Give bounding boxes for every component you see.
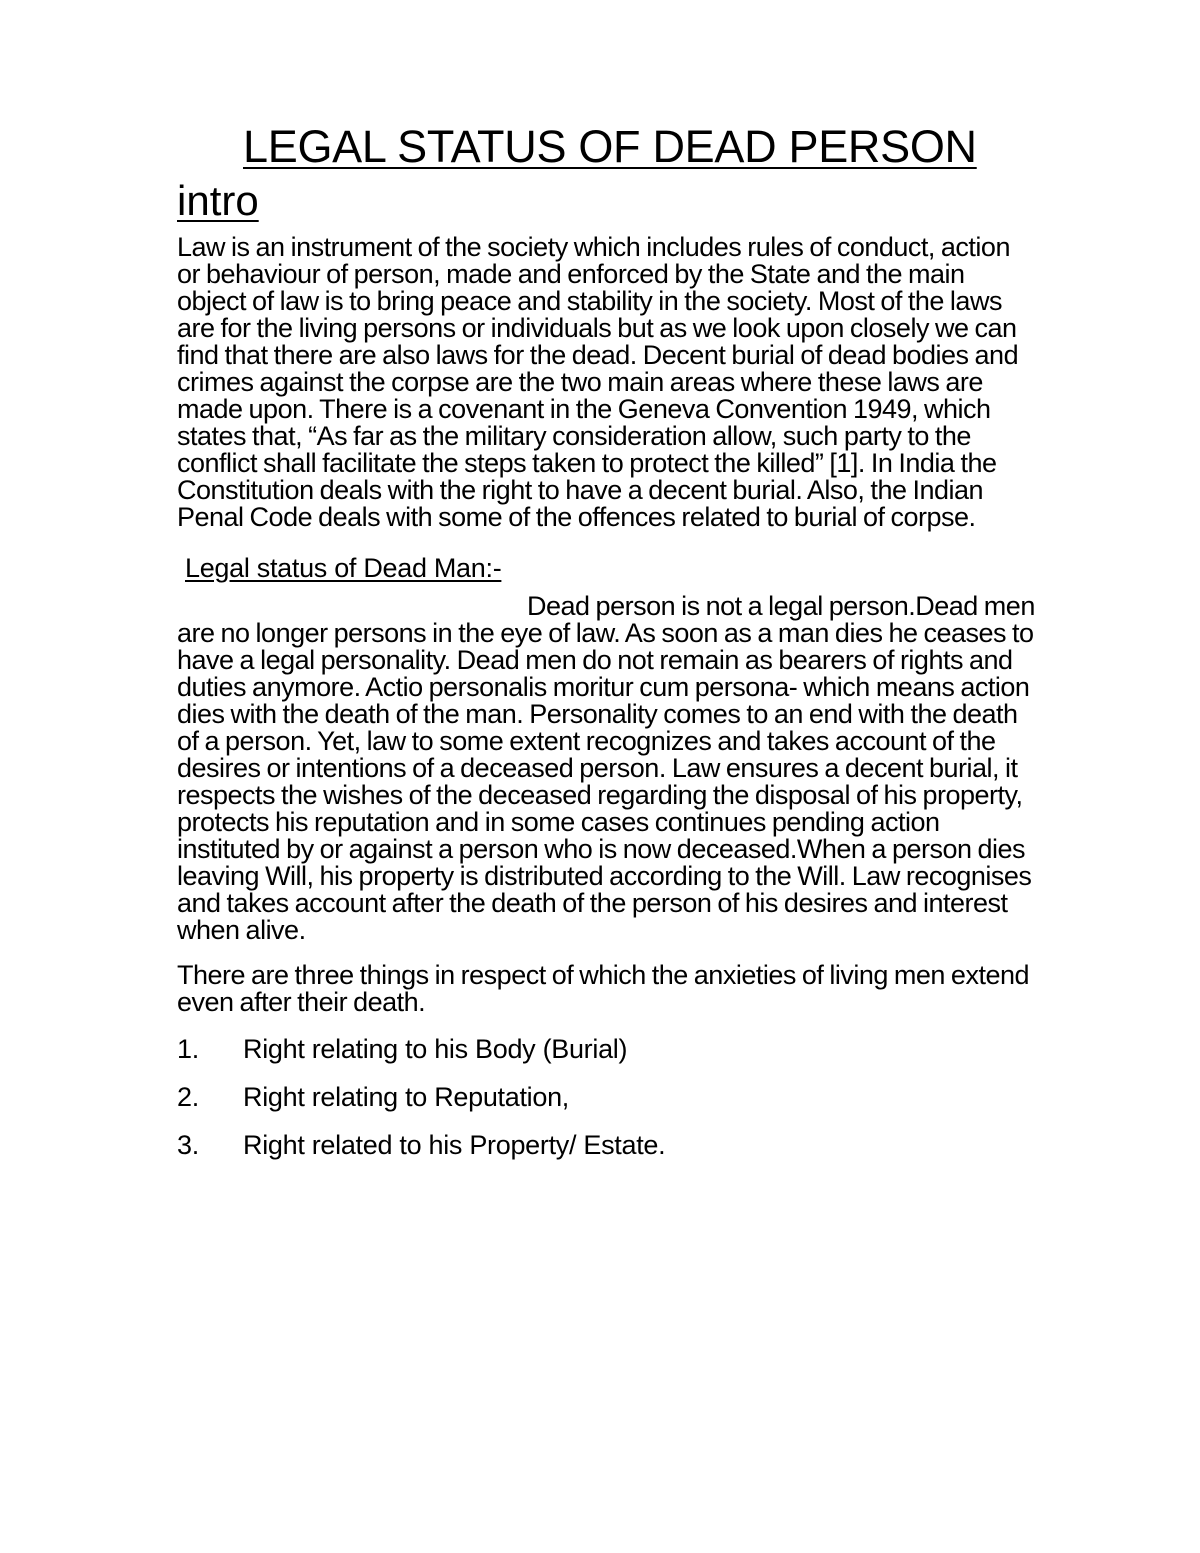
document-title: LEGAL STATUS OF DEAD PERSON — [243, 121, 977, 172]
intro-paragraph: Law is an instrument of the society which includes rules of conduct, action or behaviour of person, made and enforced by the State and the main object of law is to bring peace and stability in the society. Most of the laws are for the living persons or individuals but as we look upon closely we can find that there are also laws for the dead. Decent burial of dead bodies and crimes against the corpse are the two main areas where these laws are made upon. There is a covenant in the Geneva Convention 1949, which states that, “As far as the military consideration allow, such party to the conflict shall facilitate the steps taken to protect the killed” [1]. In India the Constitution deals with the right to have a decent burial. Also, the Indian Penal Code deals with some of the offences related to burial of corpse. — [177, 232, 1019, 532]
list-item-text: Right related to his Property/ Estate. — [243, 1130, 666, 1160]
document-page — [177, 118, 1037, 1178]
list-item-number: 2. — [177, 1082, 199, 1112]
legal-status-subheading: Legal status of Dead Man:- — [185, 553, 502, 583]
legal-status-paragraph: Dead person is not a legal person.Dead men are no longer persons in the eye of law. As soon as a man dies he ceases to have a legal personality. Dead men do not remain as bearers of rights and duties anymore. Actio personalis moritur cum persona- which means action dies with the death of the man. Personality comes to an end with the death of a person. Yet, law to some extent recognizes and takes account of the desires or intentions of a deceased person. Law ensures a decent burial, it respects the wishes of the deceased regarding the disposal of his property, protects his reputation and in some cases continues pending action instituted by or against a person who is now deceased.When a person dies leaving Will, his property is distributed according to the Will. Law recognises and takes account after the death of the person of his desires and interest when alive. — [177, 591, 1035, 945]
rights-list — [177, 1034, 1037, 1160]
list-item — [177, 1082, 1037, 1112]
three-things-paragraph: There are three things in respect of which the anxieties of living men extend even after their death. — [177, 960, 1029, 1017]
list-item-text: Right relating to Reputation, — [243, 1082, 570, 1112]
list-item — [177, 1034, 1037, 1064]
list-item — [177, 1130, 1037, 1160]
list-item-text: Right relating to his Body (Burial) — [243, 1034, 628, 1064]
list-item-number: 1. — [177, 1034, 199, 1064]
intro-heading: intro — [177, 177, 259, 224]
list-item-number: 3. — [177, 1130, 199, 1160]
